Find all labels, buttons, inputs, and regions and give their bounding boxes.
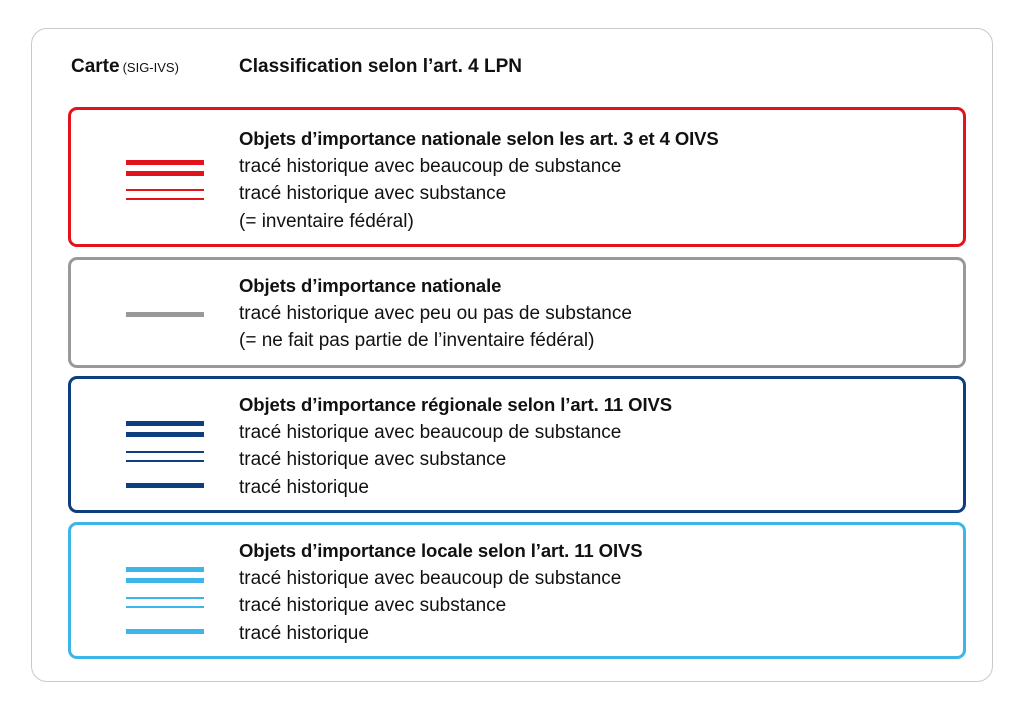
- line-symbols: [126, 110, 206, 244]
- symbol-double-thin: [126, 451, 204, 453]
- symbol-double-thin: [126, 198, 204, 200]
- symbol-double-thin: [126, 460, 204, 462]
- group-title: Objets d’importance locale selon l’art. 11 OIVS: [239, 540, 643, 561]
- symbol-double-thin: [126, 606, 204, 608]
- legend-text: [239, 391, 672, 501]
- symbol-double-thick: [126, 567, 204, 572]
- legend-line: tracé historique avec beaucoup de substance: [239, 567, 622, 589]
- symbol-double-thick: [126, 578, 204, 583]
- line-symbols: [126, 260, 206, 365]
- legend-line: (= ne fait pas partie de l’inventaire fédéral): [239, 330, 595, 351]
- classification-heading: Classification selon l’art. 4 LPN: [239, 56, 522, 77]
- legend-line: tracé historique avec beaucoup de substance: [239, 421, 622, 443]
- symbol-double-thick: [126, 432, 204, 437]
- map-column-heading: [71, 56, 179, 78]
- symbol-single: [126, 483, 204, 488]
- symbol-double-thick: [126, 160, 204, 165]
- symbol-double-thin: [126, 189, 204, 191]
- legend-line: tracé historique: [239, 476, 369, 498]
- legend-line: tracé historique avec substance: [239, 449, 507, 470]
- legend-group-national: [68, 257, 966, 368]
- group-title: Objets d’importance nationale: [239, 275, 502, 296]
- group-title: Objets d’importance régionale selon l’art. 11 OIVS: [239, 394, 672, 415]
- legend-line: (= inventaire fédéral): [239, 210, 414, 232]
- legend-text: [239, 537, 642, 647]
- line-symbols: [126, 379, 206, 510]
- legend-line: tracé historique avec substance: [239, 183, 507, 204]
- legend-line: tracé historique avec peu ou pas de substance: [239, 302, 632, 324]
- legend-group-local: [68, 522, 966, 659]
- symbol-double-thick: [126, 421, 204, 426]
- symbol-double-thick: [126, 171, 204, 176]
- legend-text: [239, 272, 632, 355]
- legend-line: tracé historique: [239, 622, 369, 644]
- legend-line: tracé historique avec substance: [239, 595, 507, 616]
- legend-group-regional: [68, 376, 966, 513]
- symbol-double-thin: [126, 597, 204, 599]
- symbol-single: [126, 312, 204, 317]
- group-title: Objets d’importance nationale selon les art. 3 et 4 OIVS: [239, 128, 719, 149]
- map-sublabel: (SIG-IVS): [122, 60, 179, 75]
- legend-text: [239, 125, 719, 235]
- legend-group-national-ivs: [68, 107, 966, 247]
- symbol-single: [126, 629, 204, 634]
- map-label: Carte: [71, 56, 120, 77]
- legend-line: tracé historique avec beaucoup de substance: [239, 155, 622, 177]
- line-symbols: [126, 525, 206, 656]
